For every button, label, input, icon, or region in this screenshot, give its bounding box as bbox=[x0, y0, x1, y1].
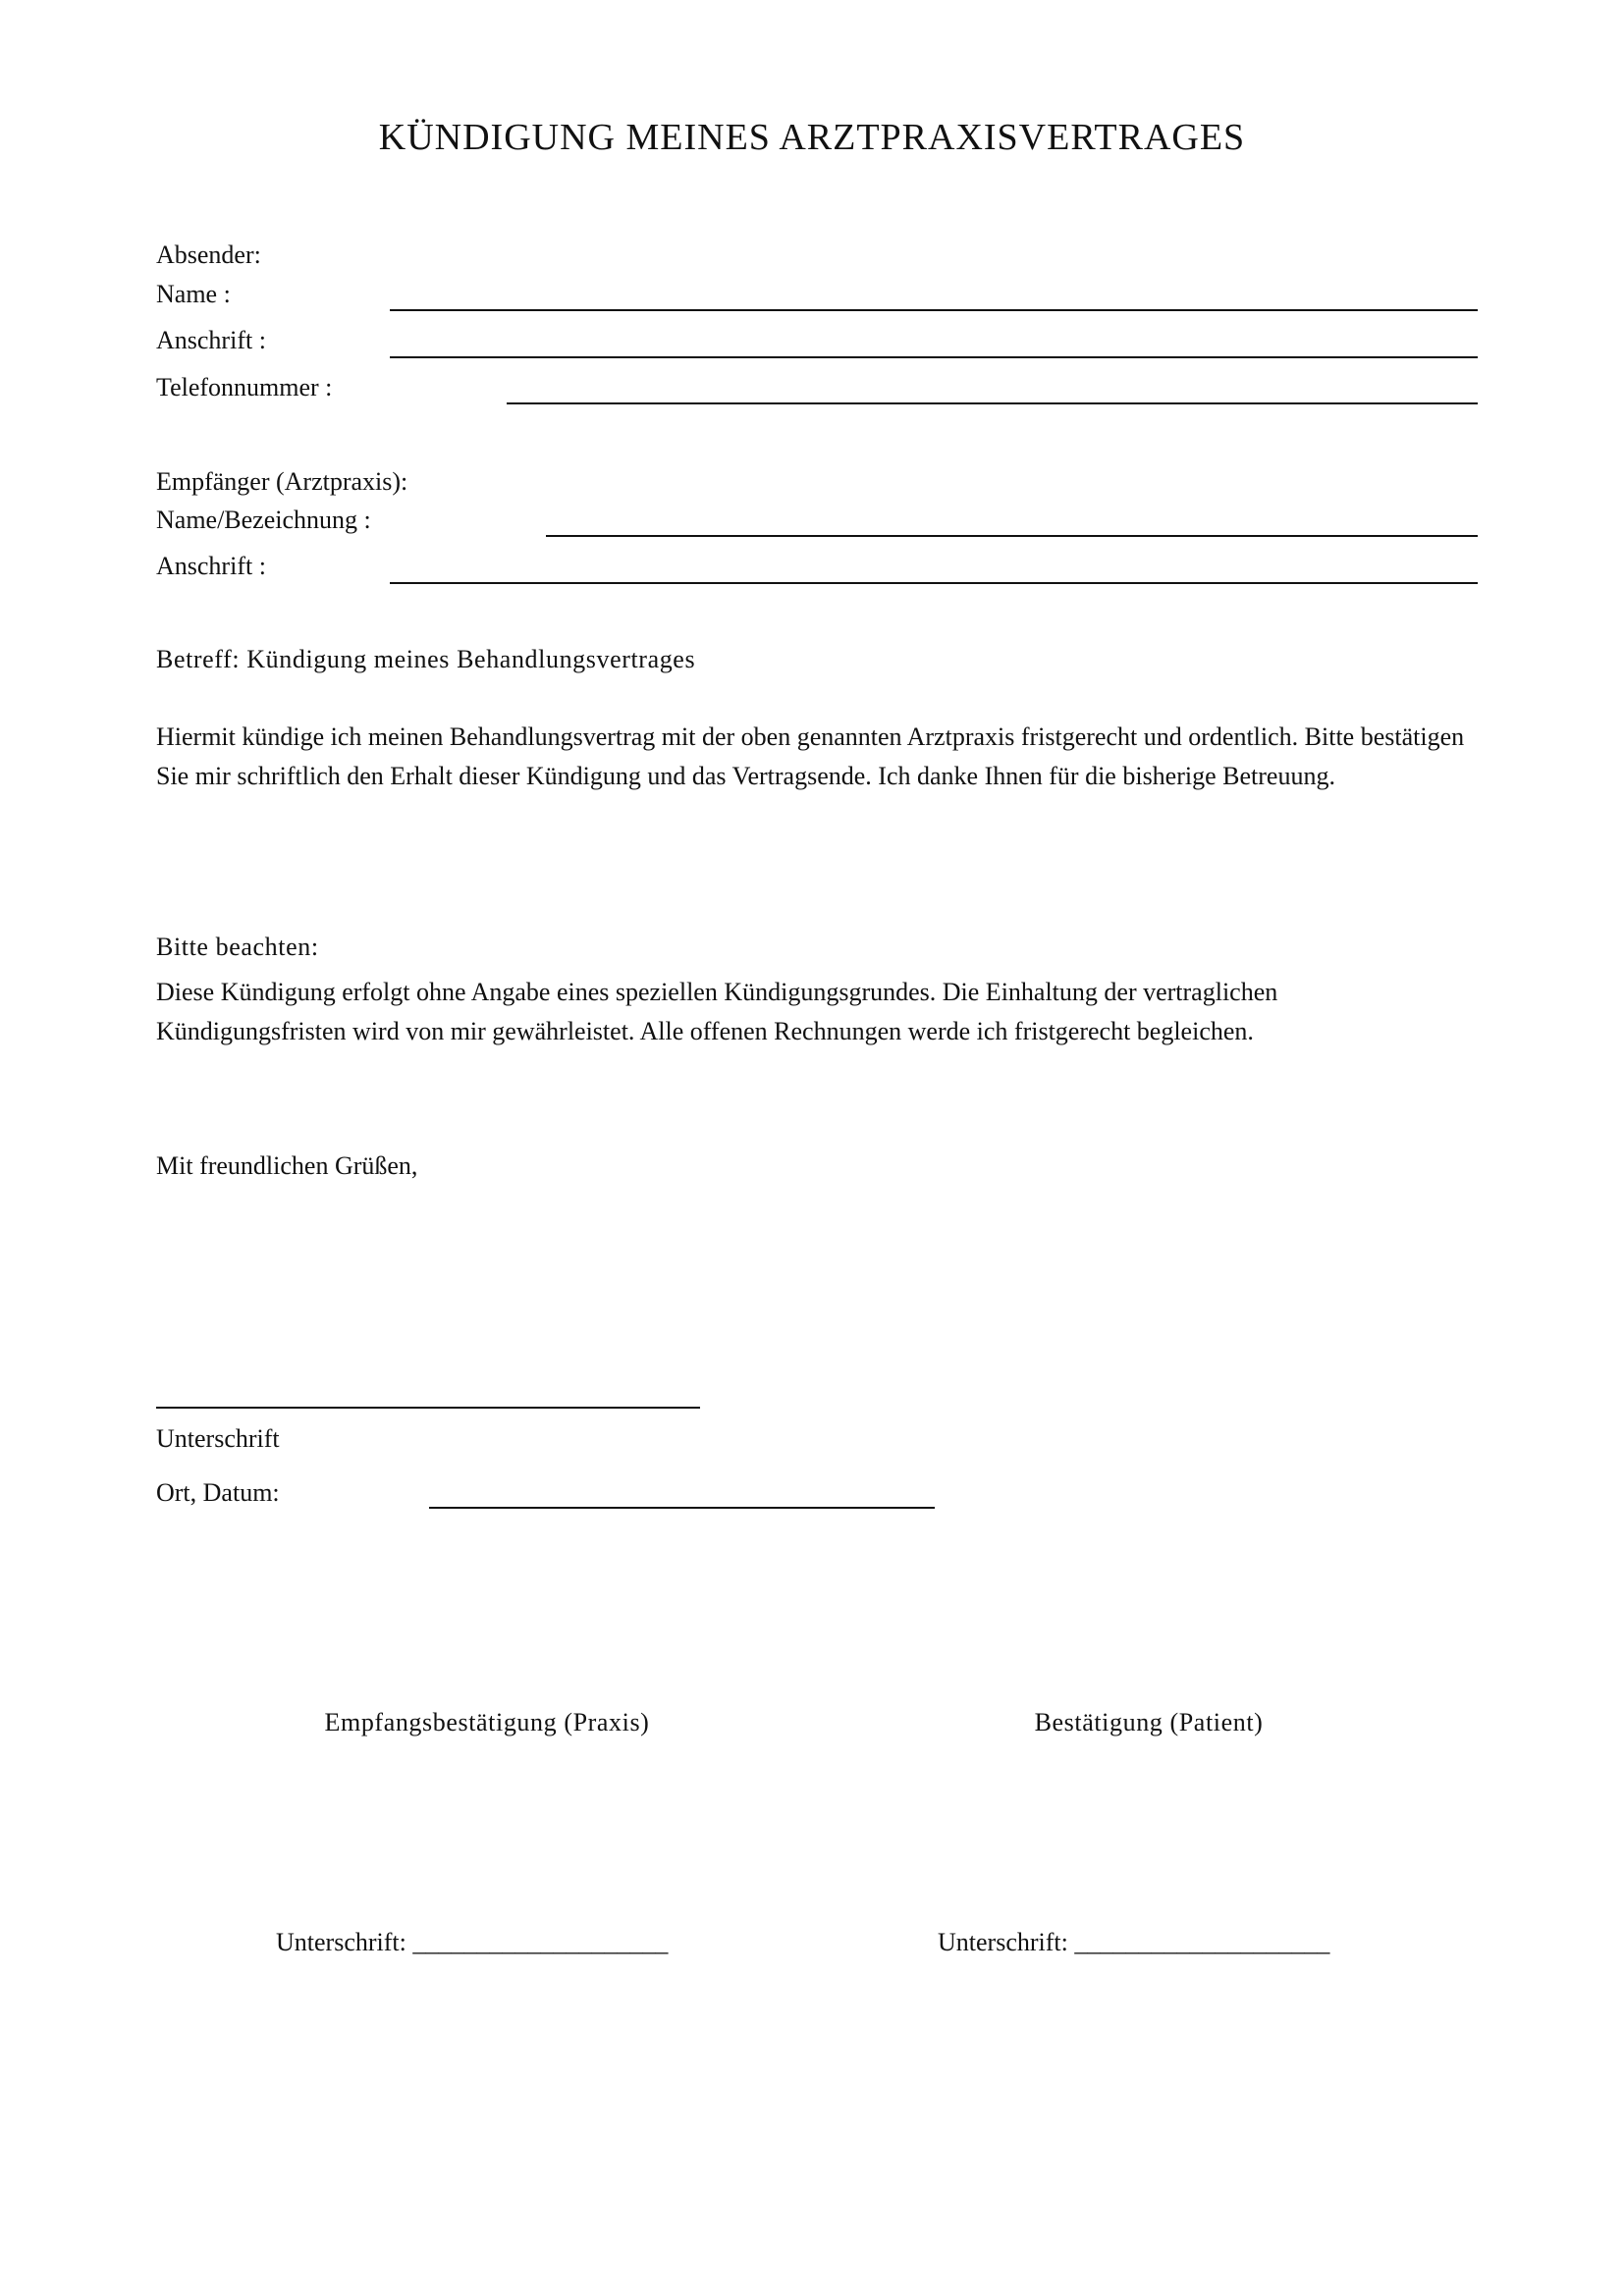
subject-line: Betreff: Kündigung meines Behandlungsvertrages bbox=[156, 645, 696, 673]
practice-confirmation-heading: Empfangsbestätigung (Praxis) bbox=[324, 1708, 650, 1736]
recipient-name-label: Name/Bezeichnung : bbox=[156, 506, 371, 534]
recipient-name-field-line[interactable] bbox=[546, 535, 1478, 537]
sender-address-label: Anschrift : bbox=[156, 326, 266, 354]
patient-signature-line[interactable]: Unterschrift: ____________________ bbox=[938, 1928, 1330, 1956]
document-title: KÜNDIGUNG MEINES ARZTPRAXISVERTRAGES bbox=[378, 117, 1246, 158]
signature-label: Unterschrift bbox=[156, 1424, 280, 1453]
sender-address-field-line[interactable] bbox=[390, 356, 1478, 358]
sender-heading: Absender: bbox=[156, 240, 261, 269]
place-date-label: Ort, Datum: bbox=[156, 1478, 280, 1507]
sender-name-field-line[interactable] bbox=[390, 309, 1478, 311]
note-paragraph: Diese Kündigung erfolgt ohne Angabe eines speziellen Kündigungsgrundes. Die Einhaltung der vertraglichen Kündigungsfristen wird von mir gewährleistet. Alle offenen Rechnungen werde ich fristgerecht begleichen. bbox=[156, 978, 1278, 1045]
sender-phone-field-line[interactable] bbox=[507, 402, 1478, 404]
signature-field-line[interactable] bbox=[156, 1407, 700, 1409]
body-paragraph: Hiermit kündige ich meinen Behandlungsvertrag mit der oben genannten Arztpraxis fristgerecht und ordentlich. Bitte bestätigen Sie mir schriftlich den Erhalt dieser Kündigung und das Vertragsende. Ich danke Ihnen für die bisherige Betreuung. bbox=[156, 722, 1465, 790]
practice-signature-line[interactable]: Unterschrift: ____________________ bbox=[276, 1928, 669, 1956]
patient-confirmation-heading: Bestätigung (Patient) bbox=[1034, 1708, 1264, 1736]
place-date-field-line[interactable] bbox=[429, 1507, 935, 1509]
recipient-address-label: Anschrift : bbox=[156, 552, 266, 580]
recipient-heading: Empfänger (Arztpraxis): bbox=[156, 467, 408, 496]
sender-name-label: Name : bbox=[156, 280, 231, 308]
sender-phone-label: Telefonnummer : bbox=[156, 373, 333, 401]
closing-greeting: Mit freundlichen Grüßen, bbox=[156, 1151, 418, 1180]
note-heading: Bitte beachten: bbox=[156, 933, 319, 961]
recipient-address-field-line[interactable] bbox=[390, 582, 1478, 584]
